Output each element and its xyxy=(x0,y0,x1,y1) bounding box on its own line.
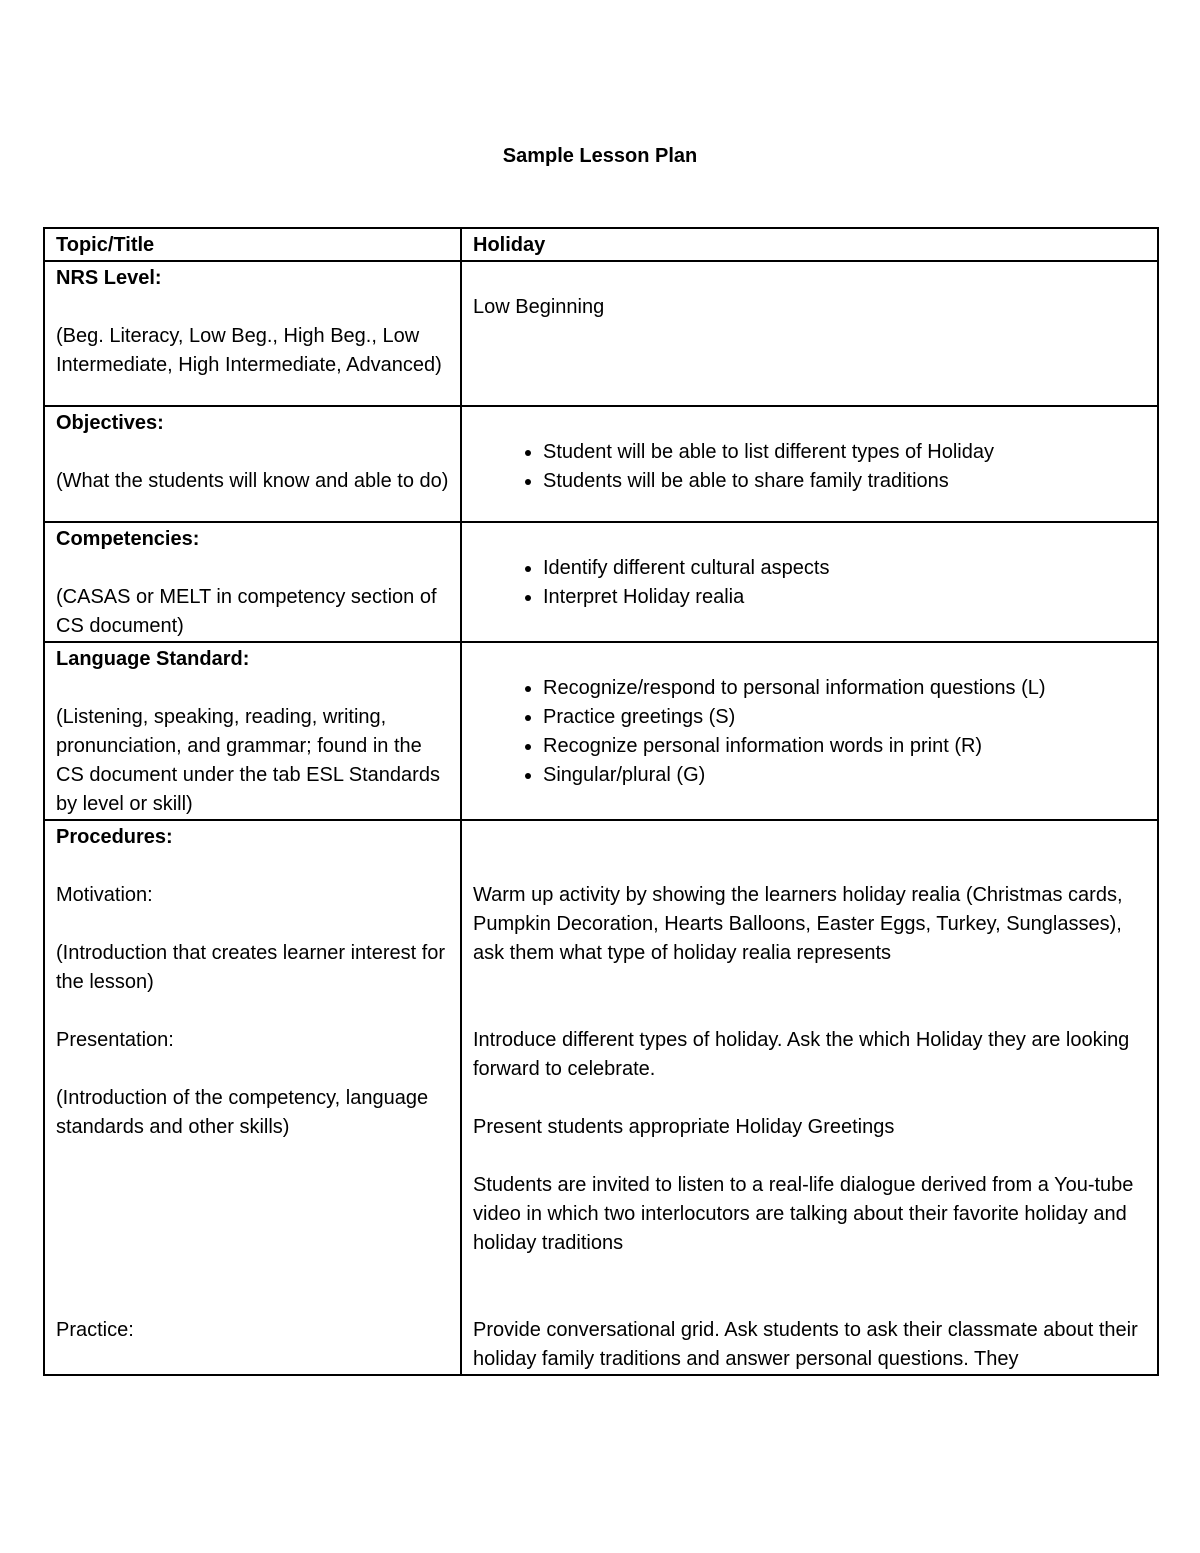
language-item: • Recognize/respond to personal information questions (L) xyxy=(543,674,1147,703)
presentation-hint: (Introduction of the competency, language standards and other skills) xyxy=(56,1087,429,1138)
presentation-label: Presentation: xyxy=(56,1029,174,1051)
row-objectives xyxy=(44,406,1158,522)
topic-label: Topic/Title xyxy=(56,234,155,256)
row-nrs-level xyxy=(44,261,1158,406)
motivation-text: Warm up activity by showing the learners holiday realia (Christmas cards, Pumpkin Decoration, Hearts Balloons, Easter Eggs, Turkey, Sunglasses), ask them what type of holiday realia represents xyxy=(473,884,1123,964)
nrs-label: NRS Level: xyxy=(56,267,162,289)
objective-item: • Students will be able to share family traditions xyxy=(543,467,1147,496)
motivation-hint: (Introduction that creates learner interest for the lesson) xyxy=(56,942,446,993)
procedures-label: Procedures: xyxy=(56,826,173,848)
nrs-hint: (Beg. Literacy, Low Beg., High Beg., Low Intermediate, High Intermediate, Advanced) xyxy=(56,325,442,376)
language-hint: (Listening, speaking, reading, writing, pronunciation, and grammar; found in the CS document under the tab ESL Standards by level or skill) xyxy=(56,706,440,815)
competency-item: • Interpret Holiday realia xyxy=(543,583,1147,612)
topic-value: Holiday xyxy=(473,234,546,256)
nrs-value: Low Beginning xyxy=(473,296,605,318)
objectives-hint: (What the students will know and able to do) xyxy=(56,470,449,492)
page-title: Sample Lesson Plan xyxy=(502,145,698,167)
procedures-value-cell xyxy=(461,820,1158,1375)
competencies-label-cell xyxy=(44,522,461,642)
row-topic xyxy=(44,228,1158,261)
topic-value-cell xyxy=(461,228,1158,261)
objectives-label: Objectives: xyxy=(56,412,164,434)
nrs-value-cell xyxy=(461,261,1158,406)
language-value-cell xyxy=(461,642,1158,820)
objectives-value-cell xyxy=(461,406,1158,522)
competencies-hint: (CASAS or MELT in competency section of CS document) xyxy=(56,586,437,637)
procedures-label-cell xyxy=(44,820,461,1375)
language-list xyxy=(473,674,1147,790)
objectives-list xyxy=(473,438,1147,496)
presentation-text-1: Introduce different types of holiday. Ask the which Holiday they are looking forward to celebrate. xyxy=(473,1029,1130,1080)
nrs-label-cell xyxy=(44,261,461,406)
presentation-text-2: Present students appropriate Holiday Greetings xyxy=(473,1116,895,1138)
row-procedures xyxy=(44,820,1158,1375)
competencies-label: Competencies: xyxy=(56,528,200,550)
row-language-standard xyxy=(44,642,1158,820)
competencies-list xyxy=(473,554,1147,612)
competency-item: • Identify different cultural aspects xyxy=(543,554,1147,583)
language-label-cell xyxy=(44,642,461,820)
practice-text: Provide conversational grid. Ask students to ask their classmate about their holiday family traditions and answer personal questions. They xyxy=(473,1319,1138,1370)
language-item: • Singular/plural (G) xyxy=(543,761,1147,790)
objective-item: • Student will be able to list different types of Holiday xyxy=(543,438,1147,467)
practice-label: Practice: xyxy=(56,1319,134,1341)
topic-label-cell xyxy=(44,228,461,261)
lesson-plan-table xyxy=(43,227,1159,1376)
language-item: • Practice greetings (S) xyxy=(543,703,1147,732)
language-item: • Recognize personal information words in print (R) xyxy=(543,732,1147,761)
motivation-label: Motivation: xyxy=(56,884,153,906)
language-label: Language Standard: xyxy=(56,648,250,670)
presentation-text-3: Students are invited to listen to a real-life dialogue derived from a You-tube video in which two interlocutors are talking about their favorite holiday and holiday traditions xyxy=(473,1174,1134,1254)
row-competencies xyxy=(44,522,1158,642)
competencies-value-cell xyxy=(461,522,1158,642)
objectives-label-cell xyxy=(44,406,461,522)
